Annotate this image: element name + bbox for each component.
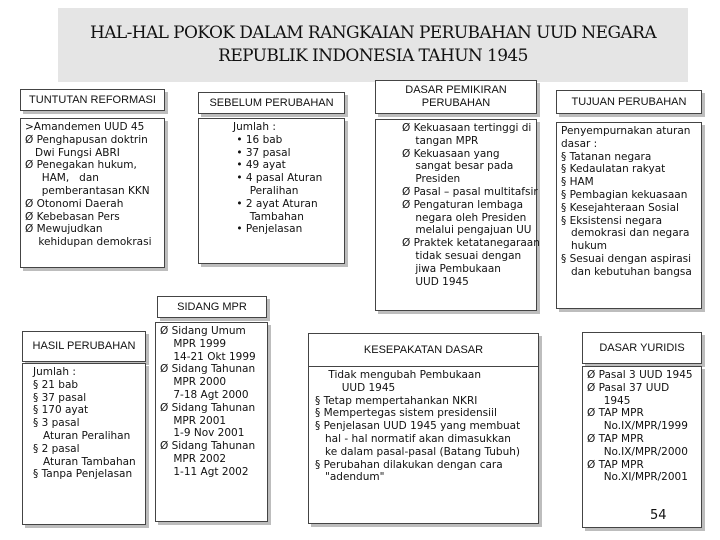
list-item: Penyempurnakan aturan — [561, 125, 691, 137]
list-item: § 3 pasal — [33, 417, 80, 430]
title-line-2: REPUBLIK INDONESIA TAHUN 1945 — [218, 46, 528, 66]
list-item: Ø Pengaturan lembaga — [402, 198, 524, 211]
kesepakatan-dasar-list — [308, 366, 539, 524]
list-item: hal - hal normatif akan dimasukkan — [315, 432, 511, 445]
header-dasar-yuridis: DASAR YURIDIS — [582, 332, 702, 364]
list-item: 1-9 Nov 2001 — [160, 427, 245, 440]
list-item: HAM, dan — [25, 172, 99, 185]
list-item: Ø Sidang Tahunan — [160, 401, 256, 414]
list-item: MPR 2000 — [160, 376, 227, 389]
tujuan-perubahan-list — [556, 122, 702, 309]
list-item: ke dalam pasal-pasal (Batang Tubuh) — [315, 445, 520, 458]
list-item: Ø TAP MPR — [587, 458, 644, 471]
list-item: kehidupan demokrasi — [25, 236, 152, 249]
header-sebelum-perubahan: SEBELUM PERUBAHAN — [198, 92, 345, 114]
list-item: Dwi Fungsi ABRI — [25, 146, 120, 159]
list-item: Presiden — [402, 173, 461, 186]
sidang-mpr-list — [155, 322, 268, 522]
list-item: § 37 pasal — [33, 391, 87, 404]
list-item: Jumlah : — [233, 121, 276, 133]
list-item: § Kedaulatan rakyat — [561, 163, 666, 176]
list-item: UUD 1945 — [315, 381, 396, 394]
list-item: UUD 1945 — [402, 275, 469, 288]
list-item: Ø Sidang Umum — [160, 325, 246, 337]
list-item: Ø Praktek ketatanegaraan — [402, 237, 540, 250]
list-item: • 37 pasal — [233, 146, 291, 159]
header-tujuan-perubahan: TUJUAN PERUBAHAN — [556, 90, 702, 114]
header-sidang-mpr: SIDANG MPR — [157, 296, 267, 318]
page-title — [58, 22, 688, 68]
list-item: Ø Pasal 3 UUD 1945 — [587, 369, 693, 381]
list-item: Ø TAP MPR — [587, 407, 644, 420]
page-number: 54 — [650, 508, 667, 523]
list-item: § Tanpa Penjelasan — [33, 468, 133, 481]
hasil-perubahan-list — [22, 363, 146, 525]
list-item: >Amandemen UUD 45 — [25, 121, 145, 133]
title-line-1: HAL-HAL POKOK DALAM RANGKAIAN PERUBAHAN UUD NEGARA — [90, 23, 656, 43]
list-item: § Kesejahteraan Sosial — [561, 201, 679, 214]
list-item: "adendum" — [315, 471, 385, 484]
header-dasar-pemikiran: DASAR PEMIKIRAN PERUBAHAN — [375, 80, 537, 114]
list-item: Ø Sidang Tahunan — [160, 363, 256, 376]
list-item: § 21 bab — [33, 378, 79, 391]
list-item: Tidak mengubah Pembukaan — [315, 369, 482, 381]
list-item: Ø Penegakan hukum, — [25, 159, 137, 172]
tuntutan-reformasi-list — [20, 118, 165, 268]
list-item: tidak sesuai dengan — [402, 249, 522, 262]
list-item: • Penjelasan — [233, 223, 303, 236]
list-item: No.IX/MPR/2000 — [587, 445, 688, 458]
list-item: Ø Kekuasaan tertinggi di — [402, 122, 532, 134]
list-item: § Tatanan negara — [561, 150, 652, 163]
list-item: § Perubahan dilakukan dengan cara — [315, 458, 503, 471]
list-item: MPR 2002 — [160, 452, 227, 465]
list-item: 1-11 Agt 2002 — [160, 465, 249, 478]
list-item: Ø Penghapusan doktrin — [25, 133, 148, 146]
dasar-yuridis-list — [582, 366, 702, 528]
list-item: • 2 ayat Aturan — [233, 197, 318, 210]
list-item: jiwa Pembukaan — [402, 262, 501, 275]
list-item: § Penjelasan UUD 1945 yang membuat — [315, 420, 521, 433]
list-item: Peralihan — [233, 184, 299, 197]
list-item: Ø Otonomi Daerah — [25, 197, 124, 210]
list-item: dan kebutuhan bangsa — [561, 265, 692, 278]
list-item: 1945 — [587, 394, 631, 407]
list-item: • 4 pasal Aturan — [233, 172, 323, 185]
list-item: 7-18 Agt 2000 — [160, 388, 249, 401]
list-item: § Mempertegas sistem presidensiil — [315, 407, 497, 420]
list-item: pemberantasan KKN — [25, 184, 150, 197]
list-item: § 2 pasal — [33, 442, 80, 455]
list-item: • 16 bab — [233, 133, 283, 146]
list-item: No.IX/MPR/1999 — [587, 420, 688, 433]
list-item: Ø Mewujudkan — [25, 223, 103, 236]
list-item: No.XI/MPR/2001 — [587, 471, 688, 484]
list-item: Ø Pasal – pasal multitafsir — [402, 185, 538, 198]
list-item: sangat besar pada — [402, 160, 514, 173]
header-tuntutan-reformasi: TUNTUTAN REFORMASI — [20, 89, 165, 111]
header-kesepakatan-dasar: KESEPAKATAN DASAR — [308, 333, 539, 367]
list-item: Tambahan — [233, 210, 304, 223]
list-item: Aturan Tambahan — [33, 455, 136, 468]
list-item: § Eksistensi negara — [561, 214, 663, 227]
list-item: Ø Sidang Tahunan — [160, 440, 256, 453]
list-item: MPR 1999 — [160, 337, 227, 350]
list-item: demokrasi dan negara — [561, 227, 690, 240]
list-item: § HAM — [561, 176, 594, 189]
list-item: tangan MPR — [402, 134, 479, 147]
sebelum-perubahan-list — [198, 118, 345, 264]
list-item: Jumlah : — [33, 366, 76, 378]
list-item: Ø TAP MPR — [587, 432, 644, 445]
list-item: negara oleh Presiden — [402, 211, 527, 224]
header-hasil-perubahan: HASIL PERUBAHAN — [22, 331, 146, 362]
list-item: Ø Kekuasaan yang — [402, 147, 500, 160]
dasar-pemikiran-list — [375, 119, 540, 311]
list-item: § Tetap mempertahankan NKRI — [315, 394, 478, 407]
list-item: Aturan Peralihan — [33, 429, 131, 442]
list-item: • 49 ayat — [233, 159, 286, 172]
list-item: MPR 2001 — [160, 414, 227, 427]
list-item: dasar : — [561, 137, 598, 150]
list-item: hukum — [561, 240, 607, 253]
list-item: § 170 ayat — [33, 404, 89, 417]
list-item: § Pembagian kekuasaan — [561, 188, 688, 201]
list-item: melalui pengajuan UU — [402, 224, 532, 237]
list-item: Ø Pasal 37 UUD — [587, 381, 670, 394]
list-item: Ø Kebebasan Pers — [25, 210, 120, 223]
list-item: § Sesuai dengan aspirasi — [561, 252, 692, 265]
list-item: 14-21 Okt 1999 — [160, 350, 256, 363]
